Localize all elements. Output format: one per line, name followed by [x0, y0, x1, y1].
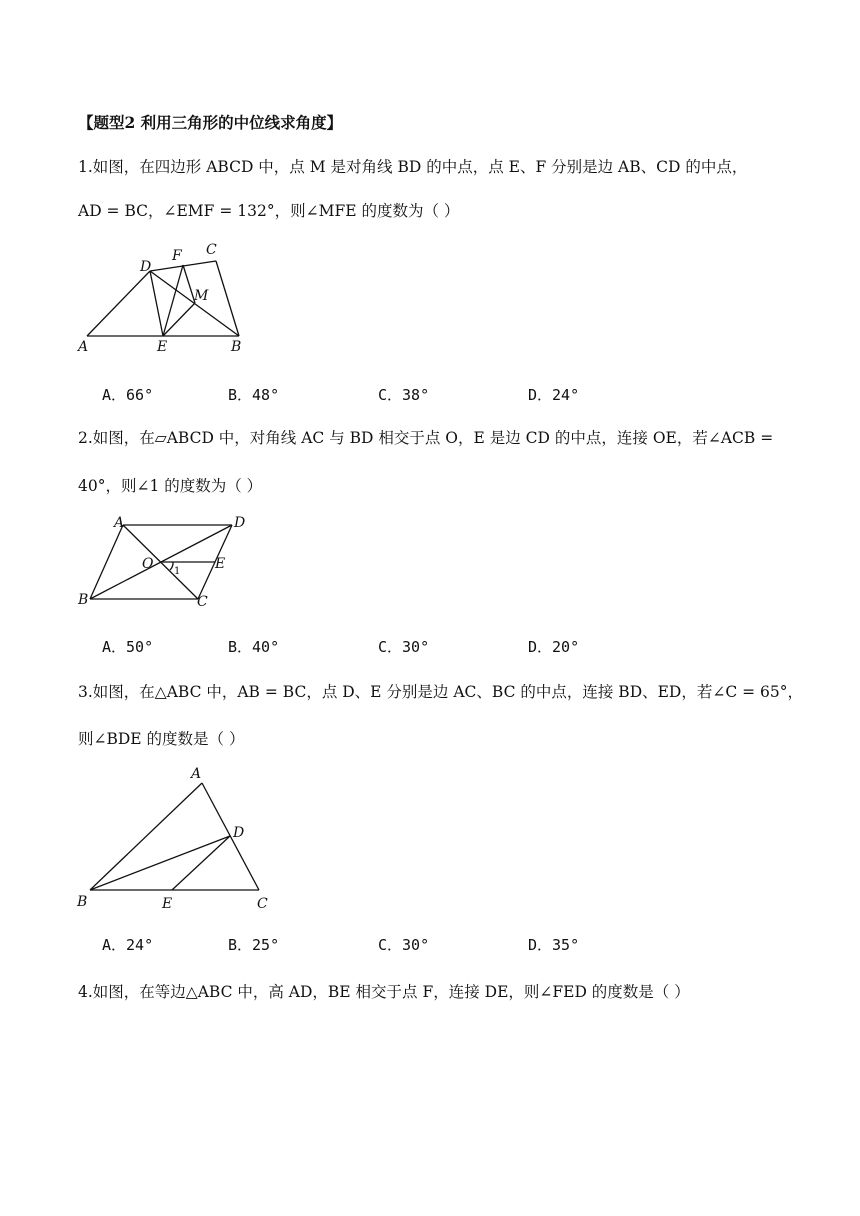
q1-label-d: D — [140, 259, 152, 275]
section-title: 【题型2 利用三角形的中位线求角度】 — [78, 113, 343, 132]
question-3-line-2: 则∠BDE 的度数是（ ） — [78, 730, 245, 748]
q3-option-c[interactable]: C．30° — [378, 936, 430, 954]
question-2-line-2: 40°，则∠1 的度数为（ ） — [78, 477, 263, 495]
q1-option-b[interactable]: B．48° — [228, 386, 280, 404]
q1-option-a[interactable]: A．66° — [102, 386, 154, 404]
q1-label-b: B — [231, 339, 242, 355]
q3-option-a[interactable]: A．24° — [102, 936, 154, 954]
q2-label-c: C — [197, 594, 208, 610]
q2-label-b: B — [78, 592, 89, 608]
q1-label-a: A — [78, 339, 89, 355]
q3-label-a: A — [191, 766, 202, 782]
q3-label-e: E — [162, 896, 173, 912]
q3-label-c: C — [257, 896, 268, 912]
question-2-line-1: 2.如图，在▱ABCD 中，对角线 AC 与 BD 相交于点 O，E 是边 CD 的中点，连接 OE，若∠ACB = — [78, 429, 774, 447]
question-3-line-1: 3.如图，在△ABC 中，AB = BC，点 D、E 分别是边 AC、BC 的中点，连接 BD、ED，若∠C = 65°， — [78, 683, 804, 701]
q1-label-e: E — [157, 339, 168, 355]
q2-label-o: O — [142, 556, 154, 572]
q2-label-a: A — [114, 515, 125, 531]
q2-label-e: E — [215, 556, 226, 572]
q2-option-d[interactable]: D．20° — [528, 638, 580, 656]
q3-label-b: B — [77, 894, 88, 910]
q1-label-m: M — [194, 288, 209, 304]
q1-option-c[interactable]: C．38° — [378, 386, 430, 404]
q3-option-d[interactable]: D．35° — [528, 936, 580, 954]
question-1-line-2: AD = BC，∠EMF = 132°，则∠MFE 的度数为（ ） — [78, 202, 460, 220]
q2-option-c[interactable]: C．30° — [378, 638, 430, 656]
q2-label-angle-1: 1 — [174, 566, 181, 577]
q1-option-d[interactable]: D．24° — [528, 386, 580, 404]
q1-label-f: F — [172, 248, 182, 264]
q3-label-d: D — [233, 825, 245, 841]
q1-label-c: C — [206, 242, 217, 258]
question-4-line-1: 4.如图，在等边△ABC 中，高 AD，BE 相交于点 F，连接 DE，则∠FED 的度数是（ ） — [78, 983, 690, 1001]
q2-option-b[interactable]: B．40° — [228, 638, 280, 656]
q2-label-d: D — [234, 515, 246, 531]
question-1-line-1: 1.如图，在四边形 ABCD 中，点 M 是对角线 BD 的中点，点 E、F 分别是边 AB、CD 的中点， — [78, 158, 748, 176]
q2-option-a[interactable]: A．50° — [102, 638, 154, 656]
q3-option-b[interactable]: B．25° — [228, 936, 280, 954]
